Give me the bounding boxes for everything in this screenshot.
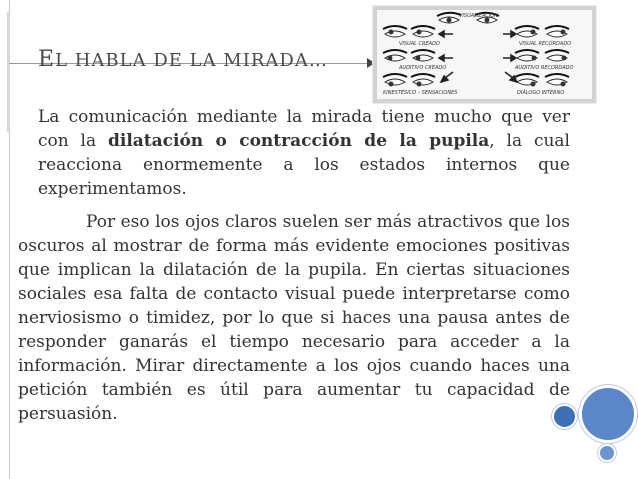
label-visual-creado: VISUAL CREADO xyxy=(399,41,440,47)
label-visual-recordado: VISUAL RECORDADO xyxy=(519,41,572,47)
eyes-row1-left xyxy=(383,26,435,37)
decorative-circle-small xyxy=(598,444,616,462)
eyes-row1-right xyxy=(515,26,569,37)
para1-text-b: , la cual reacciona enormemente a los estados internos que experimentamos. xyxy=(38,131,570,199)
para1-bold: dilatación o contracción de la pupila xyxy=(107,131,490,151)
eye-diagram xyxy=(377,10,592,99)
title-rest: L HABLA DE LA MIRADA… xyxy=(55,50,328,71)
direction-arrows xyxy=(439,31,517,82)
eyes-row2-left xyxy=(383,50,435,61)
label-auditivo-recordado: AUDITIVO RECORDADO xyxy=(515,65,574,71)
slide-title xyxy=(38,47,328,72)
para1-text-a: La comunicación mediante la mirada tiene mucho que ver con la xyxy=(38,107,570,151)
eyes-row3-right xyxy=(515,74,569,87)
eyes-row2-right xyxy=(515,50,569,61)
left-accent-bar xyxy=(7,12,10,132)
label-visualizacion: VISUALIZACIÓN xyxy=(459,13,498,19)
title-first-letter: E xyxy=(38,47,56,72)
paragraph-body: Por eso los ojos claros suelen ser más atractivos que los oscuros al mostrar de forma más evidente emociones positivas que implican la dilatación de la pupila. En ciertas situaciones sociales esa falta de contacto visual puede interpretarse como nerviosismo o timidez, por lo que si haces una pausa antes de responder ganarás el tiempo necesario para acceder a la información. Mirar directamente a los ojos cuando haces una petición también es útil para aumentar tu capacidad de persuasión. xyxy=(18,212,570,424)
decorative-circle-medium xyxy=(552,404,577,429)
eyes-row3-left xyxy=(383,74,435,87)
decorative-circle-large xyxy=(579,385,637,443)
label-kinestesico: KINESTÉSICO – SENSACIONES xyxy=(383,90,458,96)
label-dialogo-interno: DIÁLOGO INTERNO xyxy=(517,90,565,96)
eye-movement-figure xyxy=(373,6,596,103)
paragraph-intro xyxy=(38,105,570,201)
label-auditivo-creado: AUDITIVO CREADO xyxy=(399,65,447,71)
